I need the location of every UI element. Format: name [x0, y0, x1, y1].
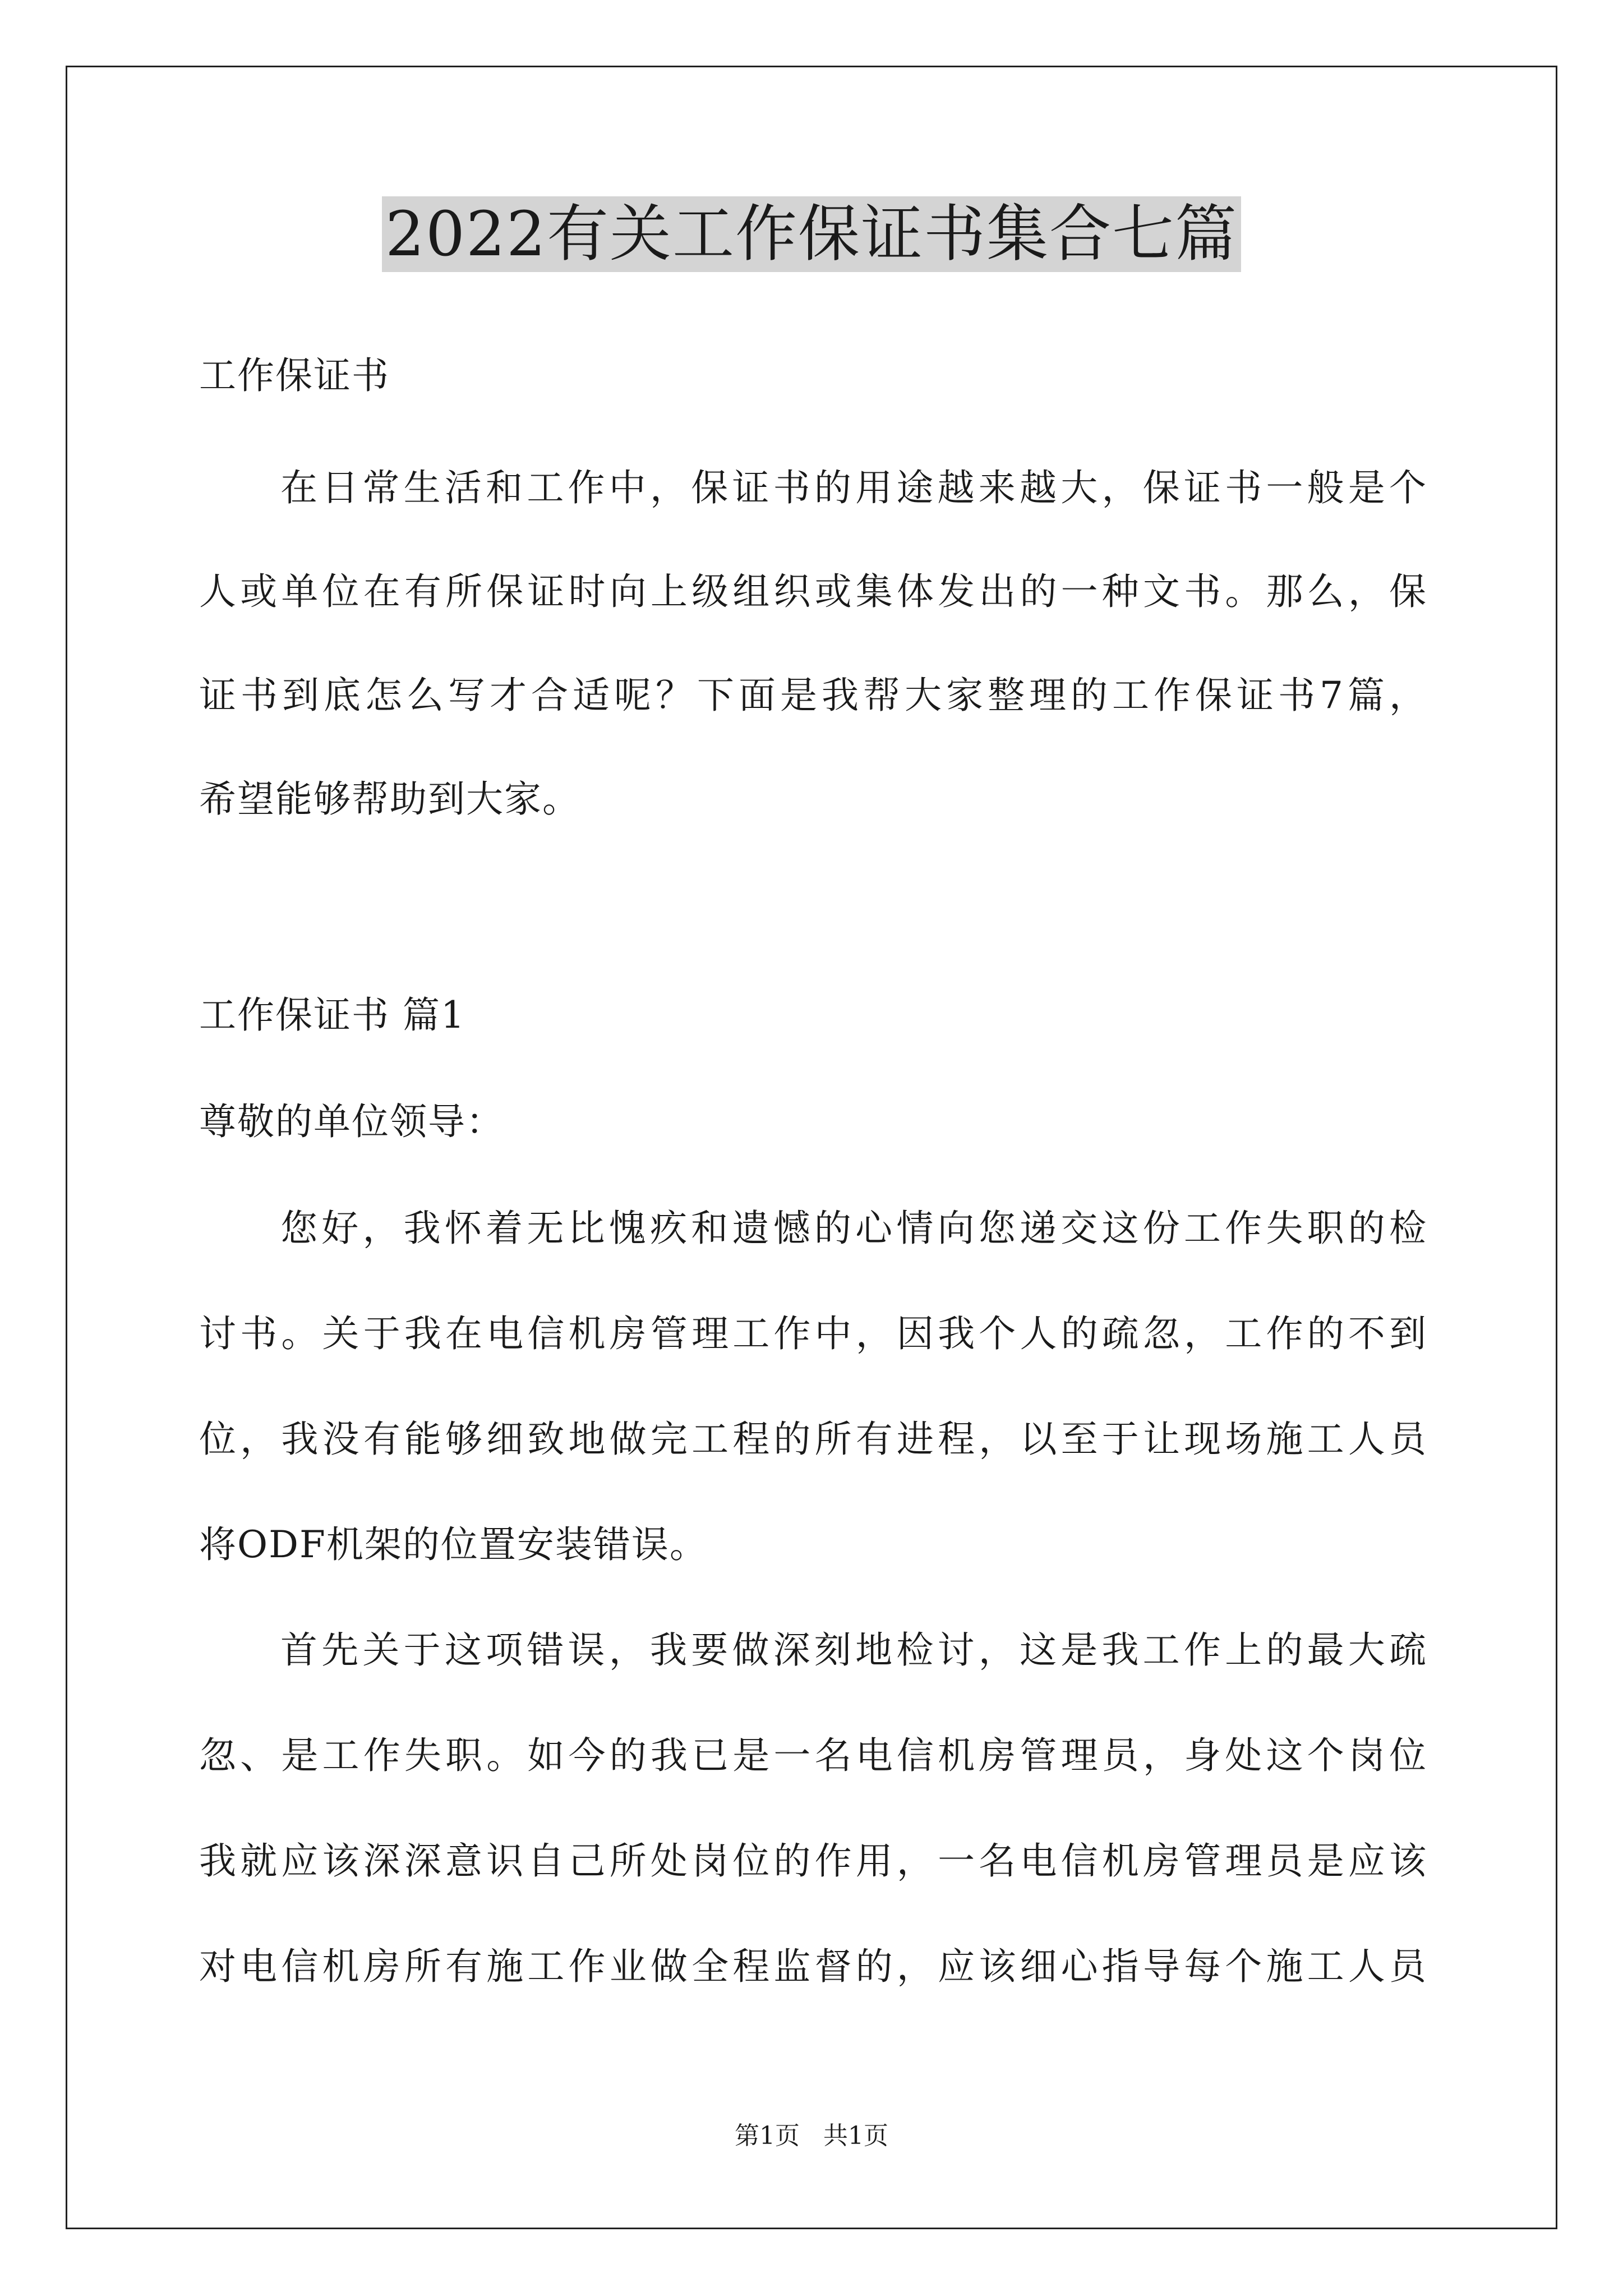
salutation: 尊敬的单位领导：: [199, 1100, 504, 1143]
section-heading: 工作保证书: [199, 354, 390, 397]
paragraph-line: 您好，我怀着无比愧疚和遗憾的心情向您递交这份工作失职的检: [280, 1207, 1427, 1250]
page-footer: 第1页 共1页: [735, 2122, 888, 2150]
paragraph-line: 将ODF机架的位置安装错误。: [199, 1523, 708, 1566]
document-title: 2022有关工作保证书集合七篇: [382, 196, 1241, 272]
paragraph-line: 我就应该深深意识自己所处岗位的作用，一名电信机房管理员是应该: [199, 1839, 1427, 1883]
paragraph-line: 对电信机房所有施工作业做全程监督的，应该细心指导每个施工人员: [199, 1945, 1427, 1988]
title-container: [0, 196, 1623, 272]
paragraph-line: 人或单位在有所保证时向上级组织或集体发出的一种文书。那么，保: [199, 570, 1427, 613]
paragraph-line: 首先关于这项错误，我要做深刻地检讨，这是我工作上的最大疏: [280, 1628, 1427, 1672]
paragraph-line: 忽、是工作失职。如今的我已是一名电信机房管理员，身处这个岗位: [199, 1734, 1427, 1777]
paragraph-line: 讨书。关于我在电信机房管理工作中，因我个人的疏忽，工作的不到: [199, 1312, 1427, 1355]
section-heading: 工作保证书 篇1: [199, 993, 465, 1037]
paragraph-line: 证书到底怎么写才合适呢？下面是我帮大家整理的工作保证书7篇，: [199, 674, 1427, 717]
paragraph-line: 希望能够帮助到大家。: [199, 777, 580, 821]
paragraph-line: 在日常生活和工作中，保证书的用途越来越大，保证书一般是个: [280, 466, 1427, 509]
paragraph-line: 位，我没有能够细致地做完工程的所有进程，以至于让现场施工人员: [199, 1418, 1427, 1461]
